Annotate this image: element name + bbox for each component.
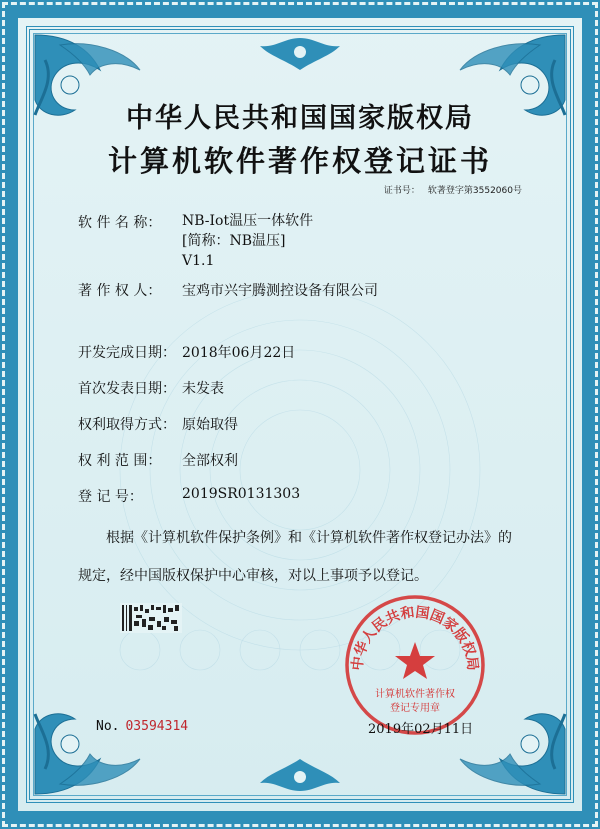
registration-number-value: 2019SR0131303: [182, 486, 301, 502]
serial-number: [96, 719, 188, 734]
software-version: V1.1: [182, 253, 215, 269]
dev-date-row: [78, 342, 296, 362]
owner-label: 著 作 权 人：: [78, 283, 162, 299]
seal-line-1: 计算机软件著作权: [375, 689, 455, 700]
software-short-name: [简称：NB温压]: [182, 233, 286, 249]
dev-date-label: 开发完成日期：: [78, 345, 176, 361]
publish-date-value: 未发表: [182, 381, 224, 397]
publish-date-row: [78, 378, 224, 398]
qr-barcode-icon: [120, 603, 182, 633]
dev-date-value: 2018年06月22日: [182, 345, 296, 361]
registration-number-label: 登 记 号：: [78, 489, 143, 505]
certificate-number: [384, 183, 522, 196]
rights-scope-row: [78, 450, 238, 470]
publish-date-label: 首次发表日期：: [78, 381, 176, 397]
bottom-ornament-icon: [230, 755, 370, 795]
software-name-value: NB-Iot温压一体软件: [182, 213, 314, 229]
acquire-method-row: [78, 414, 238, 434]
seal-ring-text: 中华人民共和国国家版权局: [349, 604, 481, 672]
software-name-value-block: [182, 211, 313, 271]
serial-number-value: 03594314: [125, 719, 189, 734]
seal-line-2: 登记专用章: [390, 703, 440, 714]
rights-scope-label: 权 利 范 围：: [78, 453, 162, 469]
software-name-label: 软 件 名 称：: [78, 215, 162, 231]
body-line-2: 规定，经中国版权保护中心审核，对以上事项予以登记。: [78, 568, 428, 584]
rights-scope-value: 全部权利: [182, 453, 238, 469]
owner-row: [78, 280, 378, 300]
body-line-1: 根据《计算机软件保护条例》和《计算机软件著作权登记办法》的: [106, 530, 512, 546]
issue-date: 2019年02月11日: [368, 722, 474, 737]
issuer-title: 中华人民共和国国家版权局: [126, 103, 474, 134]
certificate-number-label: 证书号：: [383, 186, 420, 196]
acquire-method-label: 权利取得方式：: [78, 417, 176, 433]
certificate-number-value: 软著登字第3552060号: [427, 186, 522, 196]
acquire-method-value: 原始取得: [182, 417, 238, 433]
owner-value: 宝鸡市兴宇腾测控设备有限公司: [182, 283, 378, 299]
registration-number-row: [78, 486, 301, 506]
serial-number-label: No.: [96, 719, 120, 734]
top-ornament-icon: [230, 34, 370, 74]
software-name-row: [78, 212, 188, 232]
certificate-title: 计算机软件著作权登记证书: [107, 144, 492, 178]
